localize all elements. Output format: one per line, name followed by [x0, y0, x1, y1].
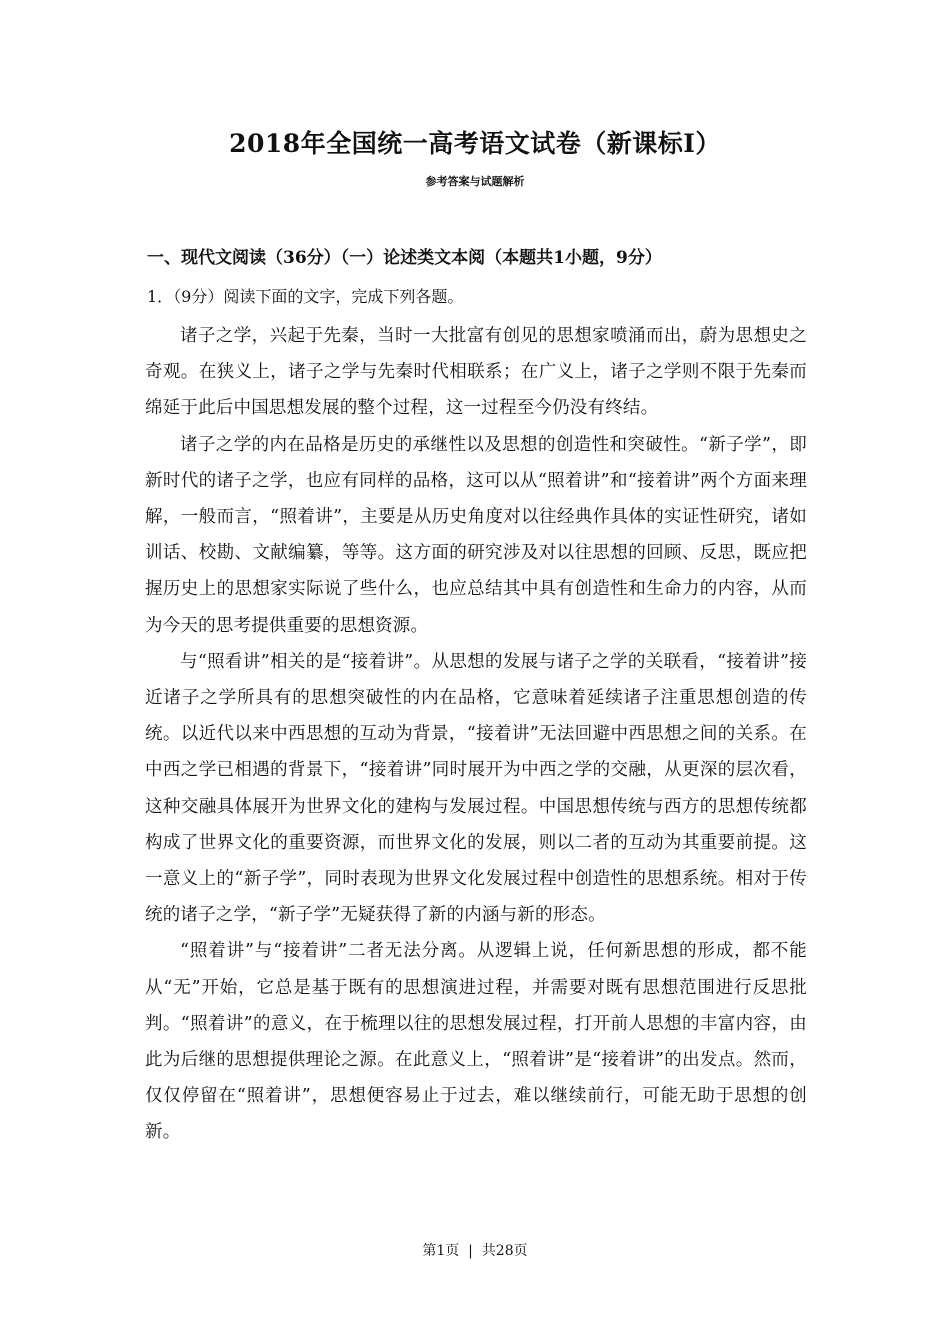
passage-paragraph: “照着讲”与“接着讲”二者无法分离。从逻辑上说，任何新思想的形成，都不能从“无”开始，它总是基于既有的思想演进过程，并需要对既有思想范围进行反思批判。“照着讲”的意义，在于梳理以往的思想发展过程，打开前人思想的丰富内容，由此为后继的思想提供理论之源。在此意义上，“照着讲”是“接着讲”的出发点。然而，仅仅停留在“照着讲”，思想便容易止于过去，难以继续前行，可能无助于思想的创新。 [145, 941, 807, 1143]
page-title: 2018年全国统一高考语文试卷（新课标I） [229, 129, 721, 158]
page-number-footer: 第1页 | 共28页 [422, 1243, 528, 1259]
passage-paragraph: 诸子之学，兴起于先秦，当时一大批富有创见的思想家喷涌而出，蔚为思想史之奇观。在狭义上，诸子之学与先秦时代相联系；在广义上，诸子之学则不限于先秦而绵延于此后中国思想发展的整个过程，这一过程至今仍没有终结。 [145, 326, 807, 419]
passage-paragraph: 诸子之学的内在品格是历史的承继性以及思想的创造性和突破性。“新子学”，即新时代的诸子之学，也应有同样的品格，这可以从“照着讲”和“接着讲”两个方面来理解，一般而言，“照着讲”，主要是从历史角度对以往经典作具体的实证性研究，诸如训话、校勘、文献编纂，等等。这方面的研究涉及对以往思想的回顾、反思，既应把握历史上的思想家实际说了些什么，也应总结其中具有创造性和生命力的内容，从而为今天的思考提供重要的思想资源。 [145, 434, 807, 636]
reading-passage [145, 318, 807, 1151]
question-prompt: 1．（9分）阅读下面的文字，完成下列各题。 [147, 287, 464, 306]
page-subtitle: 参考答案与试题解析 [425, 175, 525, 188]
section-heading: 一、现代文阅读（36分）（一）论述类文本阅（本题共1小题，9分） [147, 248, 662, 268]
passage-paragraph: 与“照看讲”相关的是“接着讲”。从思想的发展与诸子之学的关联看，“接着讲”接近诸子之学所具有的思想突破性的内在品格，它意味着延续诸子注重思想创造的传统。以近代以来中西思想的互动为背景，“接着讲”无法回避中西思想之间的关系。在中西之学已相遇的背景下，“接着讲”同时展开为中西之学的交融，从更深的层次看，这种交融具体展开为世界文化的建构与发展过程。中国思想传统与西方的思想传统都构成了世界文化的重要资源，而世界文化的发展，则以二者的互动为其重要前提。这一意义上的“新子学”，同时表现为世界文化发展过程中创造性的思想系统。相对于传统的诸子之学，“新子学”无疑获得了新的内涵与新的形态。 [145, 651, 807, 926]
